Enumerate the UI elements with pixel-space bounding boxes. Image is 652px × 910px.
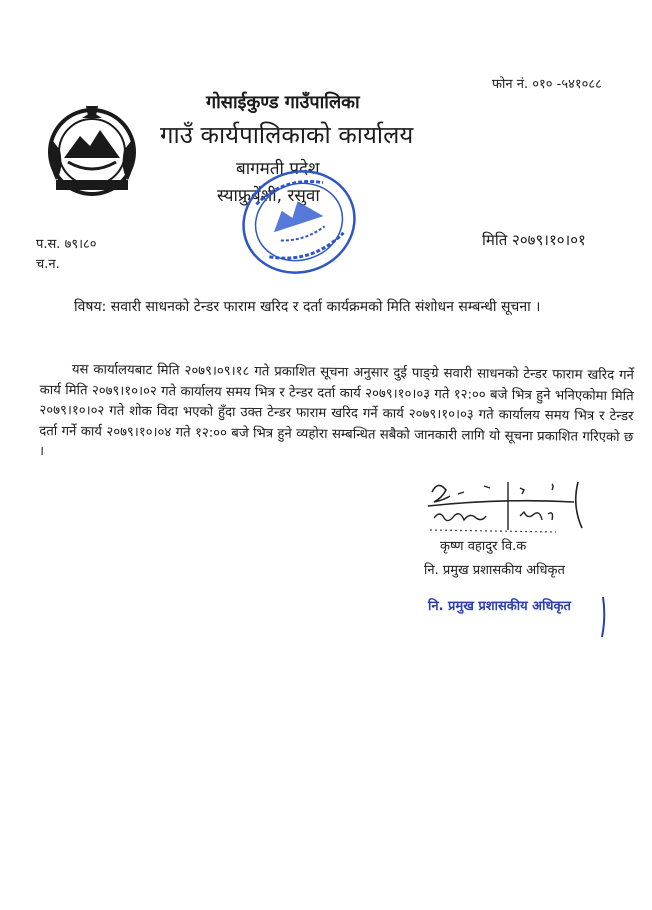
office-address: स्याफ्रुबेंशी, रसुवा (217, 186, 320, 206)
notice-subject: विषय: सवारी साधनको टेन्डर फाराम खरिद र दर्ता कार्यक्रमको मिति संशोधन सम्बन्धी सूचना । (74, 299, 541, 315)
municipality-name: गोसाईकुण्ड गाउँपालिका (206, 92, 360, 113)
handwritten-signature-icon (424, 476, 594, 536)
designation-stamp: नि. प्रमुख प्रशासकीय अधिकृत (428, 599, 571, 614)
signatory-title: नि. प्रमुख प्रशासकीय अधिकृत (424, 563, 565, 578)
office-stamp-icon (236, 162, 362, 282)
stamp-edge-mark (598, 595, 608, 639)
notice-date: मिति २०७९।१०।०१ (482, 231, 586, 249)
dispatch-number: च.न. (36, 257, 60, 272)
phone-number: फोन नं. ०१० -५४१०८८ (492, 77, 602, 92)
notice-body: यस कार्यालयबाट मिति २०७९।०९।१८ गते प्रकाशित सूचना अनुसार दुई पाङ्ग्रे सवारी साधनको टेन्डर फाराम खरिद गर्ने कार्य मिति २०७९।१०।०२ गते कार्यालय समय भित्र र टेन्डर दर्ता कार्य २०७९।१०।०३ गते १२:०० बजे भित्र हुने भनिएकोमा मिति २०७९।१०।०२ गते शोक विदा भएको हुँदा उक्त टेन्डर फाराम खरिद गर्ने कार्य २०७९।१०।०३ गते कार्यालय समय भित्र र टेन्डर दर्ता गर्ने कार्य २०७९।१०।०४ गते १२:०० बजे भित्र हुने व्यहोरा सम्बन्धित सबैको जानकारी लागि यो सूचना प्रकाशित गरिएको छ । (38, 362, 634, 460)
nepal-emblem-icon (42, 100, 142, 198)
province-name: बागमती प्रदेश (236, 159, 320, 179)
office-name: गाउँ कार्यपालिकाको कार्यालय (160, 121, 414, 149)
signatory-name: कृष्ण वहादुर वि.क (440, 539, 527, 554)
reference-number: प.स. ७९।८० (36, 237, 97, 252)
